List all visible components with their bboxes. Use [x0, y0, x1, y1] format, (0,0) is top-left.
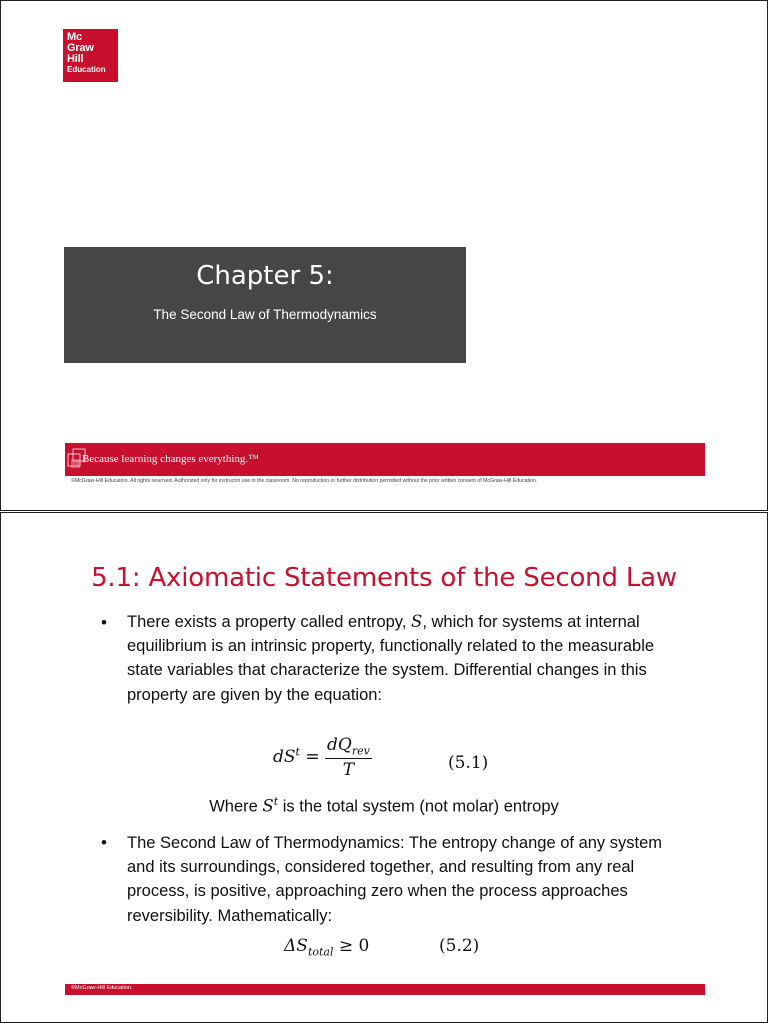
logo-line-3: Hill	[67, 53, 84, 65]
footer-band	[65, 984, 705, 995]
where-suffix: is the total system (not molar) entropy	[278, 797, 559, 816]
equation-5-2	[284, 936, 369, 958]
title-slide	[0, 0, 768, 511]
equation-number-5-1: (5.1)	[448, 753, 489, 773]
chapter-title-box	[64, 247, 466, 363]
bullet-text-1	[127, 610, 687, 707]
slide-heading: 5.1: Axiomatic Statements of the Second Law	[91, 563, 677, 593]
eq1-fraction	[325, 735, 372, 780]
logo-line-1: Mc	[67, 31, 82, 43]
eq1-denominator: T	[342, 760, 355, 781]
chapter-subtitle: The Second Law of Thermodynamics	[153, 307, 377, 322]
chapter-title: Chapter 5:	[196, 261, 334, 291]
bullet1-text-after: , which for systems at internal equilibrium is an intrinsic property, functionally related to the measurable state variables that characterize the system. Differential changes in this property are given by the equation:	[127, 613, 655, 704]
eq1-numerator: dQ	[327, 735, 352, 755]
bullet-marker-2: •	[101, 833, 107, 852]
copyright-notice: ©McGraw-Hill Education. All rights reserved. Authorized only for instructor use in the classroom. No reproduction or further distribution permitted without the prior written consent of McGraw-Hill Education.	[71, 478, 538, 484]
entropy-symbol: S	[411, 612, 423, 631]
bullet1-text-before: There exists a property called entropy,	[127, 613, 411, 631]
tagline: Because learning changes everything.™	[82, 453, 259, 465]
where-line	[1, 795, 767, 817]
bullet-text-2: The Second Law of Thermodynamics: The entropy change of any system and its surroundings, considered together, and resulting from any real process, is positive, approaching zero when the process approaches reversibility. Mathematically:	[127, 834, 663, 925]
footer-copyright: ©McGraw-Hill Education.	[71, 985, 133, 991]
eq1-numerator-sub: rev	[351, 744, 370, 758]
eq1-equals: =	[305, 747, 320, 768]
equation-5-1	[273, 735, 372, 780]
eq1-lhs: dS	[273, 747, 296, 768]
eq2-delta: ΔS	[284, 936, 308, 956]
eq2-sub: total	[307, 945, 334, 959]
mcgraw-hill-logo	[63, 29, 118, 82]
tagline-band	[65, 443, 705, 476]
logo-line-2: Graw	[67, 42, 94, 54]
eq2-relation: ≥ 0	[333, 936, 370, 956]
equation-number-5-2: (5.2)	[439, 936, 480, 956]
content-slide	[0, 512, 768, 1023]
bullet-marker-1: •	[101, 613, 107, 632]
where-symbol-sup: t	[273, 795, 279, 808]
eq1-lhs-sup: t	[295, 745, 300, 759]
logo-line-4: Education	[67, 65, 106, 74]
where-symbol: S	[262, 796, 274, 816]
where-prefix: Where	[209, 797, 263, 816]
